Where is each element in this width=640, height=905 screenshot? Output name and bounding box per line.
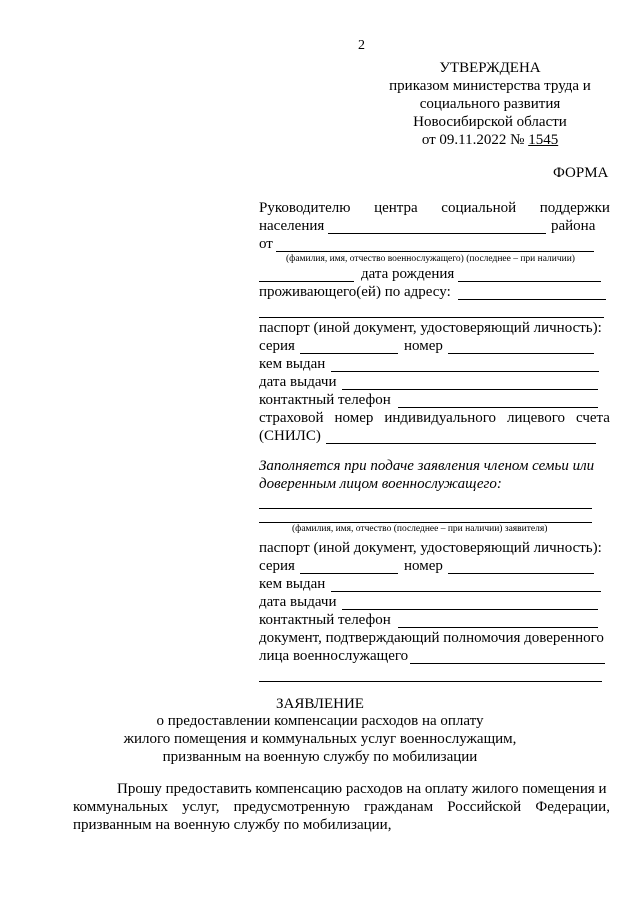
population-label: населения bbox=[259, 218, 325, 234]
word: страховой bbox=[259, 410, 324, 426]
form-label: ФОРМА bbox=[553, 165, 609, 181]
issue-date-label: дата выдачи bbox=[259, 374, 337, 390]
word: гражданам bbox=[364, 799, 434, 815]
word: услуг, bbox=[182, 799, 220, 815]
rep-issued-by-field[interactable] bbox=[331, 591, 601, 592]
word: лицевого bbox=[507, 410, 566, 426]
word: номер bbox=[334, 410, 374, 426]
word: Федерации, bbox=[535, 799, 610, 815]
rep-number-label: номер bbox=[404, 558, 443, 574]
page-number: 2 bbox=[358, 38, 365, 53]
rep-series-field[interactable] bbox=[300, 573, 398, 574]
passport-label: паспорт (иной документ, удостоверяющий личность): bbox=[259, 320, 602, 336]
family-note-line-1: Заполняется при подаче заявления членом семьи или bbox=[259, 458, 595, 474]
from-label: от bbox=[259, 236, 273, 252]
number-field[interactable] bbox=[448, 353, 594, 354]
snils-field[interactable] bbox=[326, 443, 596, 444]
body-line-2 bbox=[73, 799, 610, 816]
fio-hint: (фамилия, имя, отчество военнослужащего) (последнее – при наличии) bbox=[286, 254, 575, 264]
proxy-doc-field-2[interactable] bbox=[259, 681, 602, 682]
series-field[interactable] bbox=[300, 353, 398, 354]
phone-label: контактный телефон bbox=[259, 392, 391, 408]
approval-date bbox=[360, 132, 620, 149]
applicant-fio-field[interactable] bbox=[276, 251, 594, 252]
order-number: 1545 bbox=[528, 132, 559, 148]
phone-field[interactable] bbox=[398, 407, 598, 408]
word: Российской bbox=[447, 799, 522, 815]
word: коммунальных bbox=[73, 799, 168, 815]
approval-title: УТВЕРЖДЕНА bbox=[439, 60, 541, 76]
word: центра bbox=[374, 200, 418, 216]
body-line-1: Прошу предоставить компенсацию расходов на оплату жилого помещения и bbox=[117, 781, 607, 797]
representative-fio-field-2[interactable] bbox=[259, 522, 592, 523]
statement-subtitle-1: о предоставлении компенсации расходов на оплату bbox=[156, 713, 484, 729]
rep-phone-label: контактный телефон bbox=[259, 612, 391, 628]
proxy-doc-field[interactable] bbox=[410, 663, 605, 664]
approval-line-2: социального развития bbox=[419, 96, 561, 112]
snils-line bbox=[259, 410, 610, 427]
birth-date-label: дата рождения bbox=[361, 266, 455, 282]
approval-date-prefix: от 09.11.2022 № bbox=[421, 132, 525, 148]
issued-by-label: кем выдан bbox=[259, 356, 326, 372]
rep-series-label: серия bbox=[259, 558, 295, 574]
word: социальной bbox=[441, 200, 517, 216]
fio-continuation-field[interactable] bbox=[259, 281, 354, 282]
approval-line-1: приказом министерства труда и bbox=[389, 78, 591, 94]
word: поддержки bbox=[539, 200, 610, 216]
addressee-line-1 bbox=[259, 200, 610, 217]
series-label: серия bbox=[259, 338, 295, 354]
issue-date-field[interactable] bbox=[342, 389, 598, 390]
rep-issued-by-label: кем выдан bbox=[259, 576, 326, 592]
family-note-line-2: доверенным лицом военнослужащего: bbox=[259, 476, 502, 492]
rep-issue-date-field[interactable] bbox=[342, 609, 598, 610]
snils-label: (СНИЛС) bbox=[259, 428, 321, 444]
word: счета bbox=[576, 410, 610, 426]
rep-issue-date-label: дата выдачи bbox=[259, 594, 337, 610]
statement-subtitle-3: призванным на военную службу по мобилизации bbox=[162, 749, 478, 765]
rep-passport-label: паспорт (иной документ, удостоверяющий личность): bbox=[259, 540, 602, 556]
rep-phone-field[interactable] bbox=[398, 627, 598, 628]
statement-title: ЗАЯВЛЕНИЕ bbox=[276, 696, 364, 712]
approval-line-3: Новосибирской области bbox=[413, 114, 567, 130]
rep-number-field[interactable] bbox=[448, 573, 594, 574]
district-field[interactable] bbox=[328, 233, 546, 234]
statement-subtitle-2: жилого помещения и коммунальных услуг военнослужащим, bbox=[123, 731, 517, 747]
word: Руководителю bbox=[259, 200, 351, 216]
word: предусмотренную bbox=[233, 799, 350, 815]
body-line-3: призванным на военную службу по мобилизации, bbox=[73, 817, 392, 833]
number-label: номер bbox=[404, 338, 443, 354]
proxy-person-label: лица военнослужащего bbox=[259, 648, 409, 664]
issued-by-field[interactable] bbox=[331, 371, 599, 372]
representative-fio-hint: (фамилия, имя, отчество (последнее – при наличии) заявителя) bbox=[292, 524, 548, 534]
word: индивидуального bbox=[384, 410, 497, 426]
address-field[interactable] bbox=[458, 299, 606, 300]
proxy-doc-label: документ, подтверждающий полномочия доверенного bbox=[259, 630, 604, 646]
address-label: проживающего(ей) по адресу: bbox=[259, 284, 451, 300]
birth-date-field[interactable] bbox=[458, 281, 601, 282]
address-field-2[interactable] bbox=[259, 317, 604, 318]
district-label: района bbox=[551, 218, 596, 234]
representative-fio-field[interactable] bbox=[259, 508, 592, 509]
